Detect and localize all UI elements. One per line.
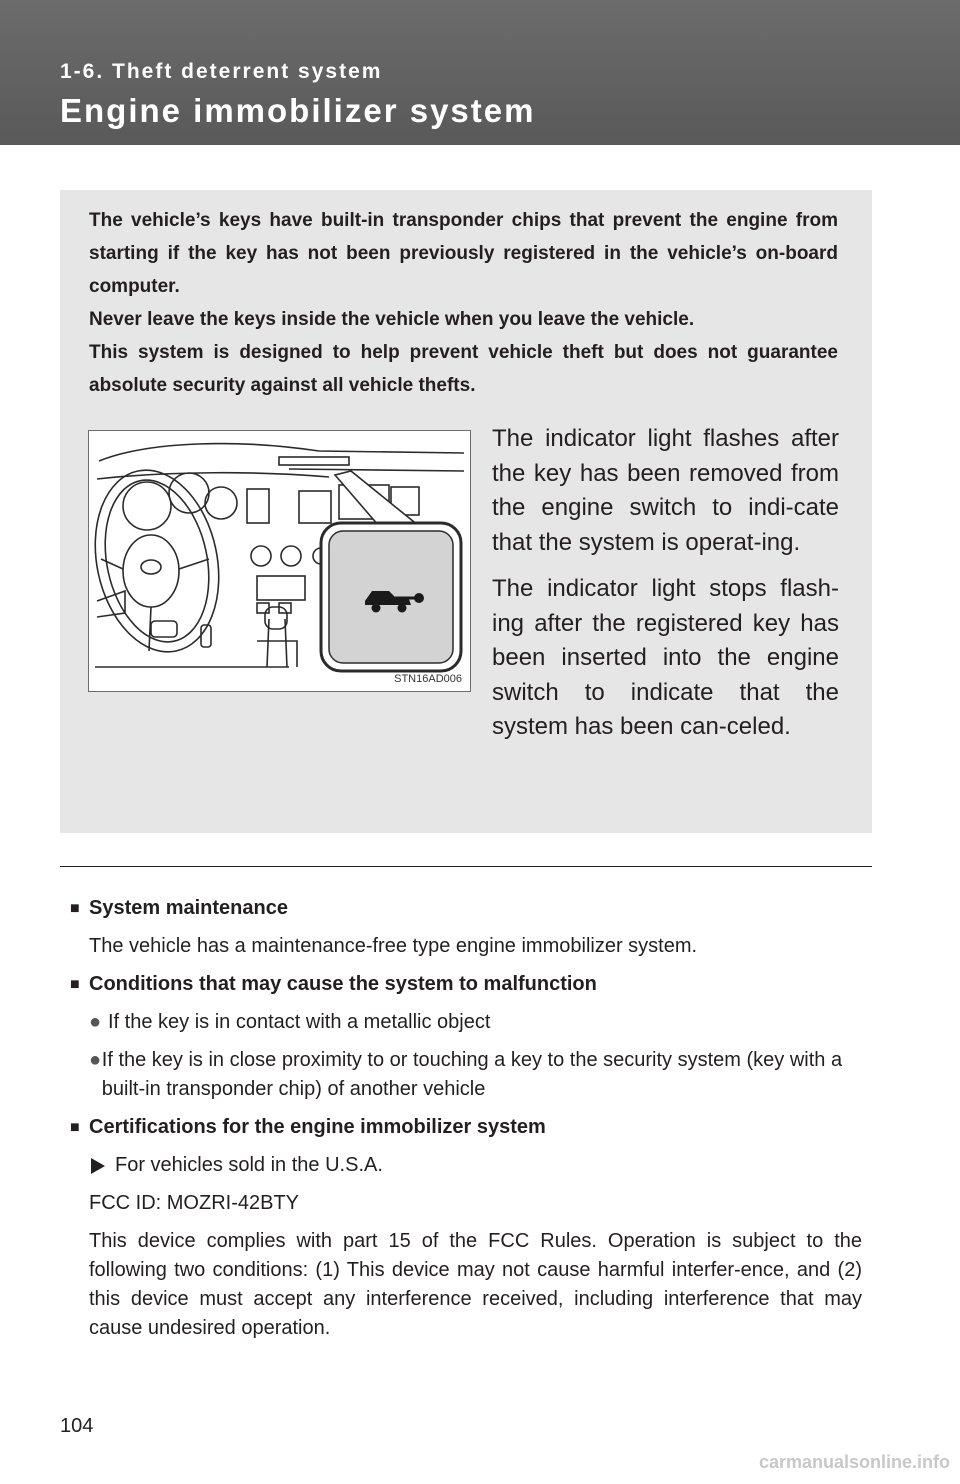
square-bullet-icon: ■ (70, 1119, 80, 1136)
usa-subheading-text: For vehicles sold in the U.S.A. (115, 1154, 383, 1176)
watermark: carmanualsonline.info (758, 1452, 950, 1472)
indicator-paragraph-2: The indicator light stops flash-ing after the registered key has been inserted into the engine switch to indicate that the system has been can-celed. (492, 575, 839, 740)
page-title: Engine immobilizer system (60, 92, 536, 129)
certifications-heading (70, 1113, 862, 1142)
section-label: 1-6. Theft deterrent system (60, 60, 383, 83)
list-item (89, 1046, 862, 1104)
main-content (70, 894, 862, 1352)
page-number: 104 (60, 1415, 94, 1437)
square-bullet-icon: ■ (70, 900, 80, 917)
list-item (89, 1008, 862, 1037)
malfunction-heading-text: Conditions that may cause the system to malfunction (89, 973, 597, 995)
intro-paragraph-1: The vehicle’s keys have built-in transponder chips that prevent the engine from starting if the key has not been previously registered in the vehicle’s on-board computer. (89, 210, 838, 297)
circle-bullet-icon: ● (89, 1049, 102, 1071)
square-bullet-icon: ■ (70, 976, 80, 993)
figure-label: STN16AD006 (394, 673, 462, 685)
list-item-text: If the key is in close proximity to or touching a key to the security system (key with a built-in transponder chip) of another vehicle (101, 1049, 843, 1100)
section-divider (60, 866, 872, 867)
indicator-paragraph-1: The indicator light flashes after the key has been removed from the engine switch to indi-cate that the system is operat-ing. (492, 425, 839, 556)
list-item-text: If the key is in contact with a metallic object (108, 1011, 491, 1033)
fcc-compliance-text: This device complies with part 15 of the FCC Rules. Operation is subject to the following two conditions: (1) This device may not cause harmful interfer-ence, and (2) this device must accept any interference received, including interference that may cause undesired operation. (89, 1230, 862, 1339)
intro-text (89, 204, 838, 402)
certifications-heading-text: Certifications for the engine immobilizer system (89, 1116, 546, 1138)
intro-paragraph-3: This system is designed to help prevent vehicle theft but does not guarantee absolute security against all vehicle thefts. (89, 342, 838, 396)
maintenance-text: The vehicle has a maintenance-free type engine immobilizer system. (89, 935, 698, 957)
usa-subheading (91, 1151, 862, 1180)
arrow-right-icon (91, 1158, 105, 1174)
dashboard-drawing (89, 431, 471, 692)
maintenance-heading-text: System maintenance (89, 897, 288, 919)
circle-bullet-icon: ● (89, 1011, 102, 1033)
intro-paragraph-2: Never leave the keys inside the vehicle when you leave the vehicle. (89, 309, 695, 330)
dashboard-illustration (88, 430, 471, 692)
maintenance-heading (70, 894, 862, 923)
intro-box (60, 190, 872, 833)
malfunction-heading (70, 970, 862, 999)
fcc-id: FCC ID: MOZRI-42BTY (89, 1192, 300, 1214)
indicator-description (492, 422, 839, 757)
page-header (0, 0, 960, 145)
